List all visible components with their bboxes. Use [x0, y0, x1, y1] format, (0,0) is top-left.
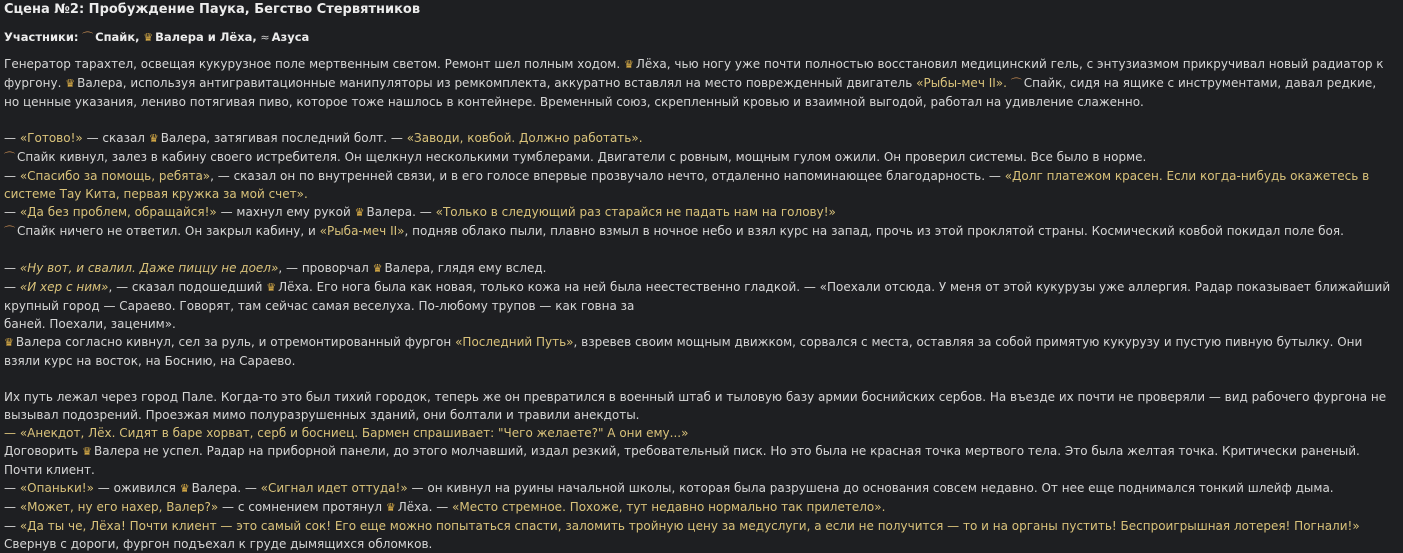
dialogue-line-6: — «Ну вот, и свалил. Даже пиццу не доел», — проворчал ♛ Валера, глядя ему вслед.	[4, 259, 1391, 278]
cowboy-hat-icon: ⌒	[82, 31, 94, 44]
dialogue-line-7: — «И хер с ним», — сказал подошедший ♛ Лёха. Его нога была как новая, только кожа на ней была неестественно гладкой. — «Поехали отсюда. У меня от этой кукурузы уже аллергия. Радар показывает ближайший крупный город — Сараево. Говорят, там сейчас самая веселуха. По-любому трупов — как говна за баней. Поехали, заценим».	[4, 280, 1391, 331]
quote: «Готово!»	[19, 131, 83, 145]
narration: Валера. —	[366, 205, 432, 219]
quote: — «Анекдот, Лёх. Сидят в баре хорват, серб и босниец. Бармен спрашивает: "Чего желаете?" А они ему...»	[4, 426, 689, 440]
dialogue-line-9	[4, 424, 1391, 442]
quote: «Долг платежом красен. Если когда-нибудь окажетесь в системе Тау Кита, первая кружка за мой счет».	[4, 169, 1370, 201]
paragraph-1-text-d: Спайк, сидя на ящике с инструментами, давал редкие, но ценные указания, лениво потягивая пиво, которое тоже нашлось в контейнере. Временный союз, скрепленный кровью и взаимной выгодой, работал на удивление слаженно.	[4, 76, 1377, 109]
dialogue-line-1: — «Готово!» — сказал ♛ Валера, затягивая последний болт. — «Заводи, ковбой. Должно работать».	[4, 129, 1391, 148]
narration: , — сказал он по внутренней связи, и в его голосе впервые прозвучало нечто, отдаленно напоминающее благодарность. —	[210, 169, 1001, 183]
quote: «Да ты че, Лёха! Почти клиент — это самый сок! Его еще можно попытаться спасти, заломить тройную цену за медуслуги, а если не получится — то и на органы пустить! Беспроигрышная лотерея! Погнали!»	[19, 519, 1360, 533]
cowboy-hat-icon: ⌒	[4, 151, 15, 164]
paragraph-1	[4, 55, 1391, 111]
quote: «Место стремное. Похоже, тут недавно нормально так прилетело».	[452, 500, 886, 514]
ship-name: «Рыба-меч II»	[319, 224, 405, 238]
paragraph-3: Их путь лежал через город Пале. Когда-то это был тихий городок, теперь же он превратился в военный штаб и тыловую базу армии боснийских сербов. На въезде их почти не проверяли — вид рабочего фургона не вызывал подозрений. Проезжая мимо полуразрушенных зданий, они болтали и травили анекдоты.	[4, 390, 1387, 422]
crown-face-icon: ♛	[143, 31, 154, 44]
paragraph-1-text-a: Генератор тарахтел, освещая кукурузное поле мертвенным светом. Ремонт шел полным ходом.	[4, 57, 621, 71]
quote: «И хер с ним»	[19, 280, 109, 294]
crown-face-icon: ♛	[82, 445, 92, 458]
narration: Валера согласно кивнул, сел за руль, и отремонтированный фургон	[15, 335, 452, 349]
scene-title: Сцена №2: Пробуждение Паука, Бегство Стервятников	[4, 2, 421, 17]
narration-line-2	[4, 148, 1391, 167]
participants-line	[4, 28, 1391, 46]
quote: «Да без проблем, обращайся!»	[19, 205, 217, 219]
crown-face-icon: ♛	[624, 58, 634, 71]
crown-face-icon: ♛	[179, 482, 190, 495]
paragraph-1-text-c: Валера, используя антигравитационные манипуляторы из ремкомплекта, аккуратно вставлял на место поврежденный двигатель	[77, 76, 913, 90]
participants-label: Участники:	[4, 30, 79, 44]
participant-spike: Спайк,	[95, 30, 140, 44]
narration: Валера, глядя ему вслед.	[384, 261, 547, 275]
narration: Договорить	[4, 444, 79, 458]
narration: , подняв облако пыли, плавно взмыл в ночное небо и взял курс на запад, прочь из этой проклятой страны. Космический ковбой покидал поле боя.	[404, 224, 1344, 238]
quote: «Только в следующий раз старайся не падать нам на голову!»	[435, 205, 836, 219]
narration: — махнул ему рукой	[220, 205, 351, 219]
narration: Лёха. Его нога была как новая, только кожа на ней была неестественно гладкой. — «Поехали отсюда. У меня от этой кукурузы уже аллергия. Радар показывает ближайший крупный город — Сараево. Говорят, там сейчас самая веселуха. По-любому трупов — как говна за	[4, 280, 1391, 313]
narration-line-8	[4, 333, 1391, 370]
narration: — с сомнением протянул	[222, 500, 382, 514]
quote: «Заводи, ковбой. Должно работать».	[406, 131, 643, 145]
quote: «Сигнал идет оттуда!»	[260, 481, 408, 495]
crown-face-icon: ♛	[65, 77, 76, 90]
dialogue-line-3: — «Спасибо за помощь, ребята», — сказал он по внутренней связи, и в его голосе впервые прозвучало нечто, отдаленно напоминающее благодарность. — «Долг платежом красен. Если когда-нибудь окажетесь в системе Тау Кита, первая кружка за мой счет».	[4, 169, 1370, 201]
narration-line-5	[4, 222, 1391, 241]
participant-valera-lyokha: Валера и Лёха,	[155, 30, 257, 44]
participant-azusa: Азуса	[271, 30, 310, 44]
narration: — оживился	[97, 481, 176, 495]
narration: — сказал	[86, 131, 145, 145]
dialogue-line-13: — «Да ты че, Лёха! Почти клиент — это самый сок! Его еще можно попытаться спасти, заломить тройную цену за медуслуги, а если не получится — то и на органы пустить! Беспроигрышная лотерея! Погнали!»	[4, 519, 1360, 533]
narration-line-10	[4, 442, 1391, 479]
narration: , — сказал подошедший	[108, 280, 263, 294]
van-name: «Последний Путь»	[455, 335, 574, 349]
narration: , — проворчал	[278, 261, 369, 275]
crown-face-icon: ♛	[354, 206, 365, 219]
narration: баней. Поехали, заценим».	[4, 317, 176, 331]
crown-face-icon: ♛	[372, 262, 383, 275]
narration-line-14: Свернув с дороги, фургон подъехал к груде дымящихся обломков.	[4, 537, 433, 551]
narration: — он кивнул на руины начальной школы, которая была разрушена до основания совсем недавно. От нее еще поднимался тонкий шлейф дыма.	[411, 481, 1334, 495]
narration: Спайк ничего не ответил. Он закрыл кабину, и	[17, 224, 316, 238]
crown-face-icon: ♛	[148, 132, 159, 145]
crown-face-icon: ♛	[266, 281, 277, 294]
dialogue-line-4: — «Да без проблем, обращайся!» — махнул ему рукой ♛ Валера. — «Только в следующий раз старайся не падать нам на голову!»	[4, 203, 1391, 222]
narration: Спайк кивнул, залез в кабину своего истребителя. Он щелкнул несколькими тумблерами. Двигатели с ровным, мощным гулом ожили. Он проверил системы. Все было в норме.	[17, 150, 1147, 164]
wind-icon: ≈	[260, 31, 270, 44]
narration: Лёха. —	[397, 500, 449, 514]
quote: «Опаньки!»	[19, 481, 94, 495]
quote: «Спасибо за помощь, ребята»	[19, 169, 211, 183]
narration: Валера не успел. Радар на приборной панели, до этого молчавший, издал резкий, требовательный писк. Но это была не красная точка мертвого тела. Это была желтая точка. Критически раненый. Почти клиент.	[4, 444, 1360, 477]
narration: Валера, затягивая последний болт. —	[160, 131, 403, 145]
narration: Валера. —	[191, 481, 257, 495]
dialogue-line-12: — «Может, ну его нахер, Валер?» — с сомнением протянул ♛ Лёха. — «Место стремное. Похоже, тут недавно нормально так прилетело».	[4, 498, 1391, 517]
narration: , взревев своим мощным движком, сорвался с места, оставляя за собой примятую кукурузу и пустую пивную бутылку. Они взяли курс на восток, на Боснию, на Сараево.	[4, 335, 1363, 368]
dialogue-line-11: — «Опаньки!» — оживился ♛ Валера. — «Сигнал идет оттуда!» — он кивнул на руины начальной школы, которая была разрушена до основания совсем недавно. От нее еще поднимался тонкий шлейф дыма.	[4, 479, 1391, 498]
crown-face-icon: ♛	[4, 336, 14, 349]
cowboy-hat-icon: ⌒	[4, 225, 15, 238]
ship-name: «Рыбы-меч II».	[916, 76, 1007, 90]
quote: «Может, ну его нахер, Валер?»	[19, 500, 219, 514]
cowboy-hat-icon: ⌒	[1010, 77, 1022, 90]
quote: «Ну вот, и свалил. Даже пиццу не доел»	[19, 261, 279, 275]
crown-face-icon: ♛	[385, 501, 396, 514]
paragraph-1-text-b: Лёха, чью ногу уже почти полностью восстановил медицинский гель, с энтузиазмом прикручивал новый радиатор к фургону.	[4, 57, 1384, 90]
